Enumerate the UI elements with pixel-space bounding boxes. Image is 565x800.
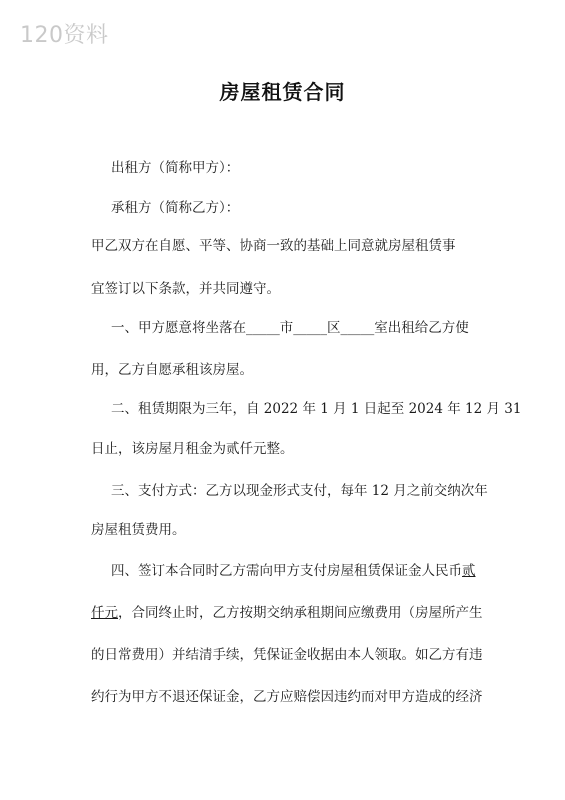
clause-3-line-1: 三、支付方式：乙方以现金形式支付，每年 12 月之前交纳次年 (111, 483, 488, 499)
deposit-amount-part-2: 仟元 (91, 605, 118, 621)
clause-2-line-2: 日止，该房屋月租金为贰仟元整。 (91, 441, 294, 457)
preamble-line-1: 甲乙双方在自愿、平等、协商一致的基础上同意就房屋租赁事 (91, 238, 456, 254)
watermark: 120资料 (20, 23, 109, 48)
document-title: 房屋租赁合同 (219, 80, 346, 104)
clause-1-line-2: 用，乙方自愿承租该房屋。 (91, 362, 253, 378)
clause-4-text: 四、签订本合同时乙方需向甲方支付房屋租赁保证金人民币 (111, 563, 462, 579)
clause-4-line-1 (111, 561, 476, 581)
lessee-line: 承租方（简称乙方）： (111, 200, 240, 216)
clause-4-continuation: ，合同终止时，乙方按期交纳承租期间应缴费用（房屋所产生 (118, 605, 483, 621)
preamble-line-2: 宜签订以下条款，并共同遵守。 (91, 281, 280, 297)
lessor-line: 出租方（简称甲方）： (111, 160, 240, 176)
clause-1-line-1: 一、甲方愿意将坐落在_____市_____区_____室出租给乙方使 (111, 320, 469, 336)
clause-4-line-2 (91, 603, 483, 623)
clause-4-line-3: 的日常费用）并结清手续，凭保证金收据由本人领取。如乙方有违 (91, 647, 483, 663)
clause-3-line-2: 房屋租赁费用。 (91, 522, 186, 538)
clause-4-line-4: 约行为甲方不退还保证金，乙方应赔偿因违约而对甲方造成的经济 (91, 689, 483, 705)
deposit-amount-part-1: 贰 (462, 563, 476, 579)
clause-2-line-1: 二、租赁期限为三年，自 2022 年 1 月 1 日起至 2024 年 12 月 31 (111, 401, 522, 417)
